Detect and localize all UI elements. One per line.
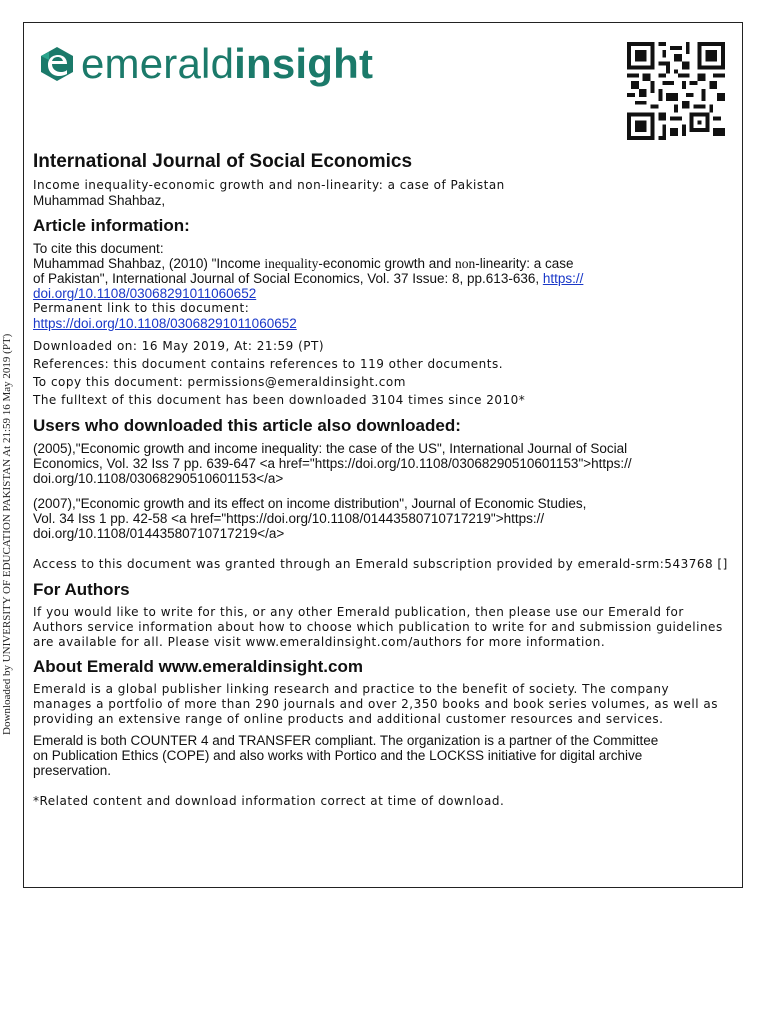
related-item-text: Vol. 34 Iss 1 pp. 42-58 <a href="https://doi.org/10.1108/01443580710717219">https://: [33, 511, 545, 526]
permalink-link[interactable]: https://doi.org/10.1108/03068291011060652: [33, 316, 297, 331]
related-item-text: doi.org/10.1108/01443580710717219</a>: [33, 526, 285, 541]
references-count: References: this document contains references to 119 other documents.: [33, 357, 504, 371]
copy-permissions: To copy this document: permissions@emeraldinsight.com: [33, 375, 406, 389]
about-text: Emerald is a global publisher linking research and practice to the benefit of society. The company: [33, 682, 670, 696]
related-item-text: (2007),"Economic growth and its effect on income distribution", Journal of Economic Studies,: [33, 496, 587, 511]
cover-content: [33, 150, 738, 810]
for-authors-text: If you would like to write for this, or any other Emerald publication, then please use our Emerald for: [33, 605, 684, 619]
for-authors-text: Authors service information about how to choose which publication to write for and submission guidelines: [33, 620, 723, 634]
journal-title: International Journal of Social Economics: [33, 151, 413, 172]
access-statement: Access to this document was granted through an Emerald subscription provided by emerald-srm:543768 []: [33, 557, 728, 571]
emerald-leaf-icon: [37, 44, 77, 84]
article-info-heading: Article information:: [33, 216, 190, 235]
citation-text: of Pakistan", International Journal of Social Economics, Vol. 37 Issue: 8, pp.613-636,: [33, 271, 543, 286]
citation-text: -economic growth and: [318, 256, 455, 271]
downloaded-on: Downloaded on: 16 May 2019, At: 21:59 (PT): [33, 339, 325, 353]
citation-doi-link-cont[interactable]: doi.org/10.1108/03068291011060652: [33, 286, 257, 301]
logo-word-emerald: emerald: [81, 40, 235, 87]
about-text: manages a portfolio of more than 290 journals and over 2,350 books and book series volumes, as well as: [33, 697, 718, 711]
citation-line-1: [33, 256, 738, 271]
logo-wordmark: [81, 40, 373, 88]
qr-code-icon[interactable]: [627, 40, 725, 142]
emerald-insight-logo[interactable]: [37, 40, 373, 88]
permalink: [33, 316, 738, 331]
about-text: on Publication Ethics (COPE) and also works with Portico and the LOCKSS initiative for digital archive: [33, 748, 643, 763]
citation-text: inequality: [264, 256, 319, 271]
related-item-text: (2005),"Economic growth and income inequality: the case of the US", International Journal of Social: [33, 441, 628, 456]
related-item[interactable]: [33, 496, 738, 541]
citation-line-3: [33, 286, 738, 301]
related-item[interactable]: [33, 441, 738, 486]
permalink-label: Permanent link to this document:: [33, 301, 250, 315]
citation-text: non: [455, 256, 476, 271]
about-text: providing an extensive range of online products and additional customer resources and services.: [33, 712, 664, 726]
author-name: Muhammad Shahbaz,: [33, 193, 166, 208]
about-emerald-heading: About Emerald www.emeraldinsight.com: [33, 657, 363, 676]
for-authors-heading: For Authors: [33, 580, 130, 599]
for-authors-text: are available for all. Please visit www.emeraldinsight.com/authors for more information.: [33, 635, 606, 649]
download-stamp-vertical: Downloaded by UNIVERSITY OF EDUCATION PAKISTAN At 21:59 16 May 2019 (PT): [1, 333, 13, 735]
cite-label: To cite this document:: [33, 241, 164, 256]
fulltext-downloads: The fulltext of this document has been downloaded 3104 times since 2010*: [33, 393, 526, 407]
citation-text: -linearity: a case: [475, 256, 574, 271]
footnote: *Related content and download information correct at time of download.: [33, 794, 505, 808]
about-text: Emerald is both COUNTER 4 and TRANSFER compliant. The organization is a partner of the Committee: [33, 733, 659, 748]
related-item-text: Economics, Vol. 32 Iss 7 pp. 639-647 <a href="https://doi.org/10.1108/03068290510601153">https://: [33, 456, 632, 471]
logo-word-insight: insight: [234, 40, 374, 87]
article-title: Income inequality-economic growth and non-linearity: a case of Pakistan: [33, 178, 505, 192]
citation-doi-link[interactable]: https://: [542, 271, 584, 286]
citation-text: Muhammad Shahbaz, (2010) "Income: [33, 256, 265, 271]
related-item-text: doi.org/10.1108/03068290510601153</a>: [33, 471, 284, 486]
also-downloaded-heading: Users who downloaded this article also downloaded:: [33, 416, 461, 435]
about-text: preservation.: [33, 763, 112, 778]
citation-line-2: [33, 271, 738, 286]
